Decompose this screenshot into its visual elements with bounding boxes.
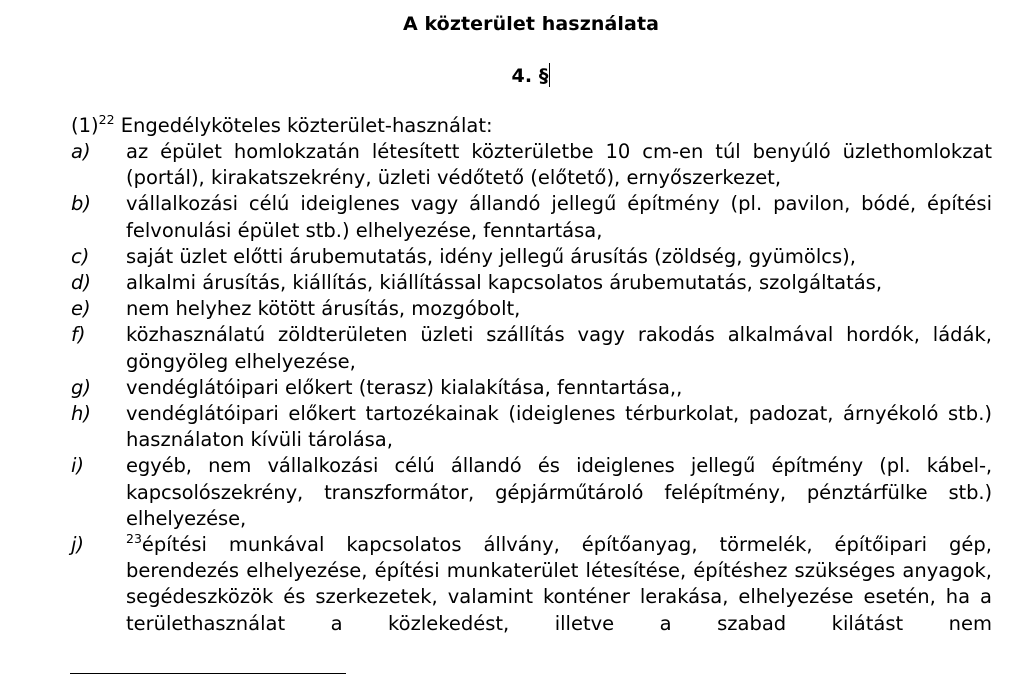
enumerated-list: [71, 139, 992, 637]
chapter-title: A közterület használata: [402, 13, 660, 35]
section-number: 4. §: [511, 65, 549, 87]
list-item-text: vendéglátóipari előkert tartozékainak (ideiglenes térburkolat, padozat, árnyékoló stb.) használaton kívüli tárolása,: [126, 402, 992, 452]
paragraph-number: (1): [71, 114, 99, 137]
list-item-h: [71, 401, 992, 453]
list-item-letter: h): [71, 402, 91, 426]
footnote-reference[interactable]: 22: [98, 112, 115, 127]
list-item-text: nem helyhez kötött árusítás, mozgóbolt,: [126, 297, 521, 321]
list-item-text: alkalmi árusítás, kiállítás, kiállítással kapcsolatos árubemutatás, szolgáltatás,: [126, 271, 883, 295]
list-item-text: építési munkával kapcsolatos állvány, építőanyag, törmelék, építőipari gép, berendezés elhelyezése, építési munkaterület létesítése, építéshez szükséges anyagok, segédeszközök és szerkezetek, valamint konténer lerakása, elhelyezése esetén, ha a területhasználat a közlekedést, illetve a szabad kilátást nem: [126, 533, 992, 635]
list-item-text: közhasználatú zöldterületen üzleti szállítás vagy rakodás alkalmával hordók, ládák, göngyöleg elhelyezése,: [126, 323, 992, 373]
list-item-a: [71, 139, 992, 191]
list-item-text: vendéglátóipari előkert (terasz) kialakítása, fenntartása,,: [126, 375, 683, 399]
list-item-letter: g): [71, 375, 91, 399]
list-item-i: [71, 453, 992, 532]
list-item-text-wrapper: [126, 532, 992, 637]
list-item-text: egyéb, nem vállalkozási célú állandó és ideiglenes jellegű építmény (pl. kábel-, kapcsolószekrény, transzformátor, gépjárműtároló felépítmény, pénztárfülke stb.) elhelyezése,: [126, 454, 992, 530]
list-item-letter: a): [71, 140, 91, 163]
footnote-reference[interactable]: 23: [126, 531, 142, 547]
list-item-letter: b): [71, 192, 91, 216]
list-item-text: vállalkozási célú ideiglenes vagy állandó jellegű építmény (pl. pavilon, bódé, építési felvonulási épület stb.) elhelyezése, fenntartása,: [126, 192, 992, 242]
list-item-text: az épület homlokzatán létesített közterületbe 10 cm-en túl benyúló üzlethomlokzat (portál), kirakatszekrény, üzleti védőtető (előtető), ernyőszerkezet,: [126, 140, 992, 190]
list-item-text: saját üzlet előtti árubemutatás, idény jellegű árusítás (zöldség, gyümölcs),: [126, 244, 856, 268]
list-item-letter: j): [71, 533, 85, 557]
list-item-c: [71, 244, 992, 270]
paragraph-intro: [71, 113, 493, 139]
footnote-separator: [70, 673, 346, 674]
paragraph-intro-text: Engedélyköteles közterület-használat:: [114, 114, 493, 137]
list-item-d: [71, 270, 992, 296]
list-item-letter: d): [71, 271, 91, 295]
section-heading: [0, 63, 1026, 87]
list-item-g: [71, 375, 992, 401]
list-item-j: [71, 532, 992, 637]
list-item-letter: f): [71, 323, 86, 347]
list-item-letter: i): [71, 454, 85, 478]
list-item-letter: c): [71, 244, 90, 268]
list-item-letter: e): [71, 297, 91, 321]
list-item-e: [71, 296, 992, 322]
list-item-f: [71, 322, 992, 374]
list-item-b: [71, 191, 992, 243]
text-cursor: [549, 63, 550, 87]
